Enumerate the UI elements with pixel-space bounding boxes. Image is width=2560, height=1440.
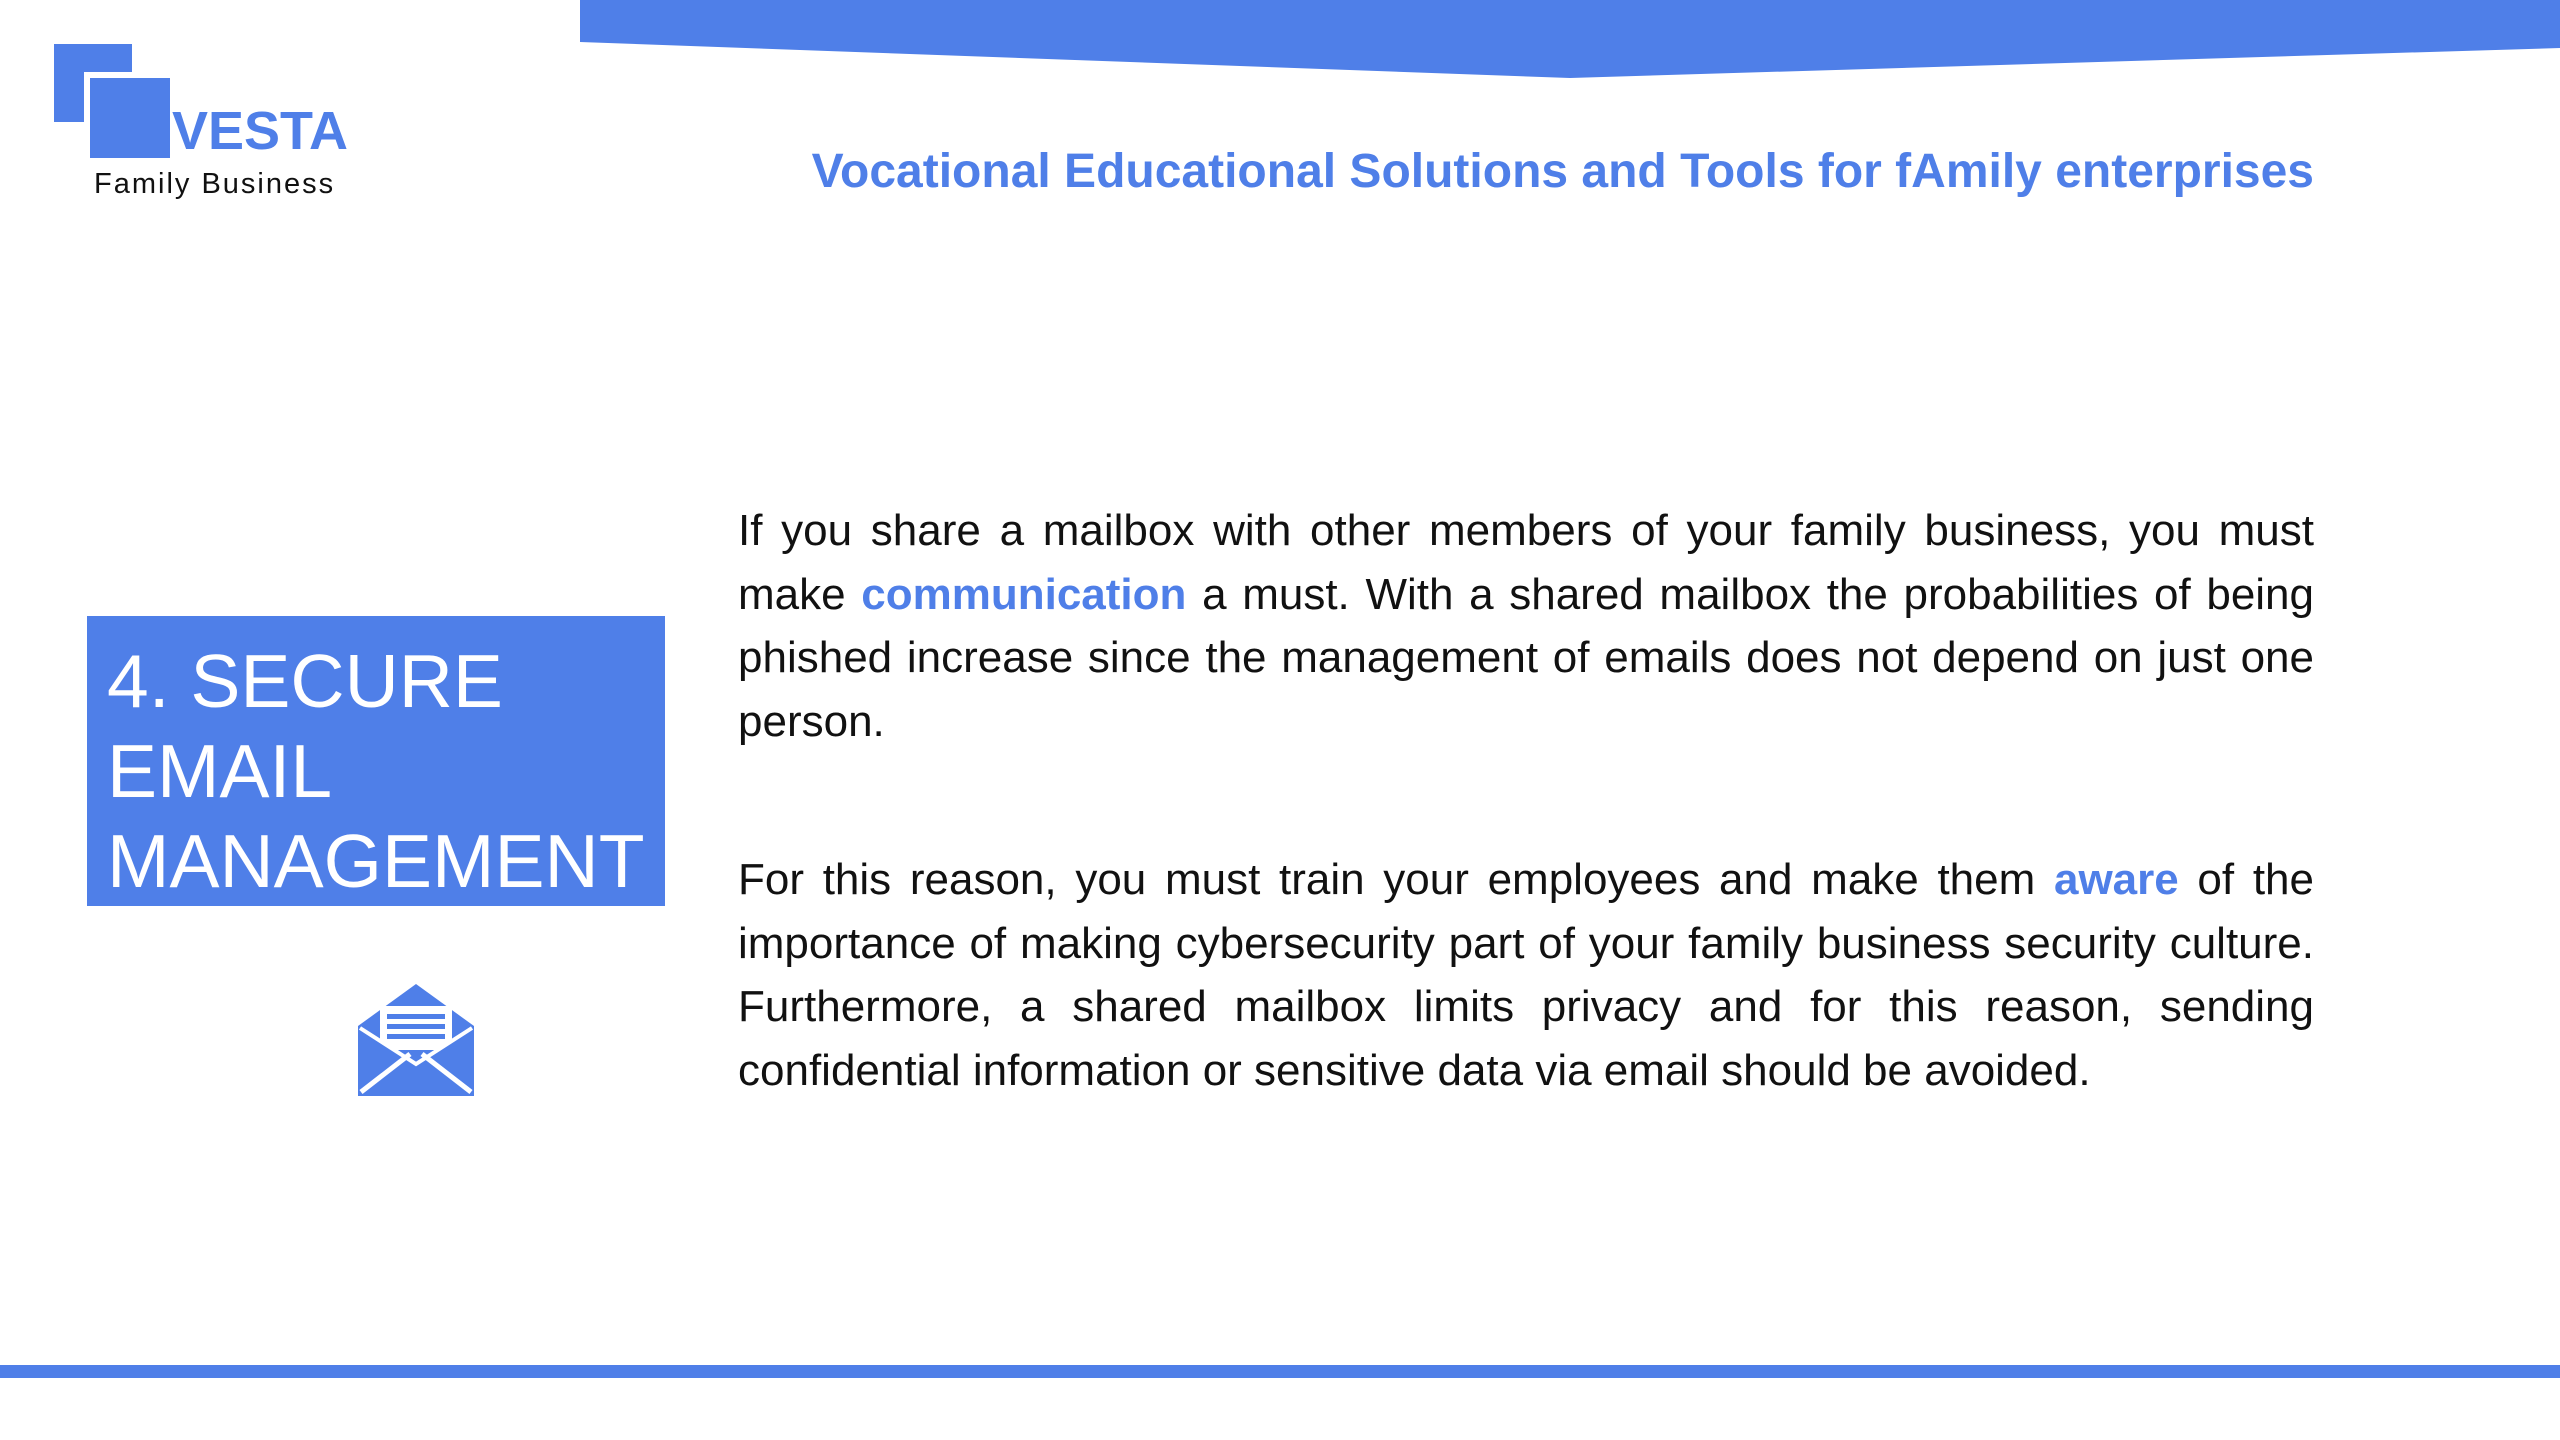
section-title-box <box>87 616 665 906</box>
paragraph-1-text-start: If you share a mailbox with other members of your family business, you must make <box>738 506 2314 619</box>
section-title-line-1: 4. SECURE <box>107 639 503 723</box>
logo-subtitle: Family Business <box>94 168 336 200</box>
open-envelope-icon <box>358 984 474 1096</box>
tagline: Vocational Educational Solutions and Tools for fAmily enterprises <box>811 145 2314 198</box>
logo-square-front <box>84 72 170 158</box>
section-title-line-3: MANAGEMENT <box>107 819 645 903</box>
highlight-aware: aware <box>2053 855 2179 904</box>
footer-rule <box>0 1365 2560 1378</box>
paragraph-2-text-start: For this reason, you must train your employees and make them <box>738 855 2054 904</box>
vesta-logo <box>54 44 374 214</box>
paragraph-communication <box>738 499 2314 753</box>
header-banner <box>0 0 2560 80</box>
paragraph-1-text-end: a must. With a shared mailbox the probabilities of being phished increase since the management of emails does not depend on just one person. <box>738 569 2315 746</box>
highlight-communication: communication <box>861 569 1187 619</box>
paragraph-2-text-end: of the importance of making cybersecurity part of your family business security culture. Furthermore, a shared mailbox limits privacy and for this reason, sending confidential information or sensitive data via email should be avoided. <box>738 855 2314 1095</box>
paragraph-awareness <box>738 848 2314 1102</box>
section-title-line-2: EMAIL <box>107 729 333 813</box>
logo-name: VESTA <box>172 101 349 161</box>
